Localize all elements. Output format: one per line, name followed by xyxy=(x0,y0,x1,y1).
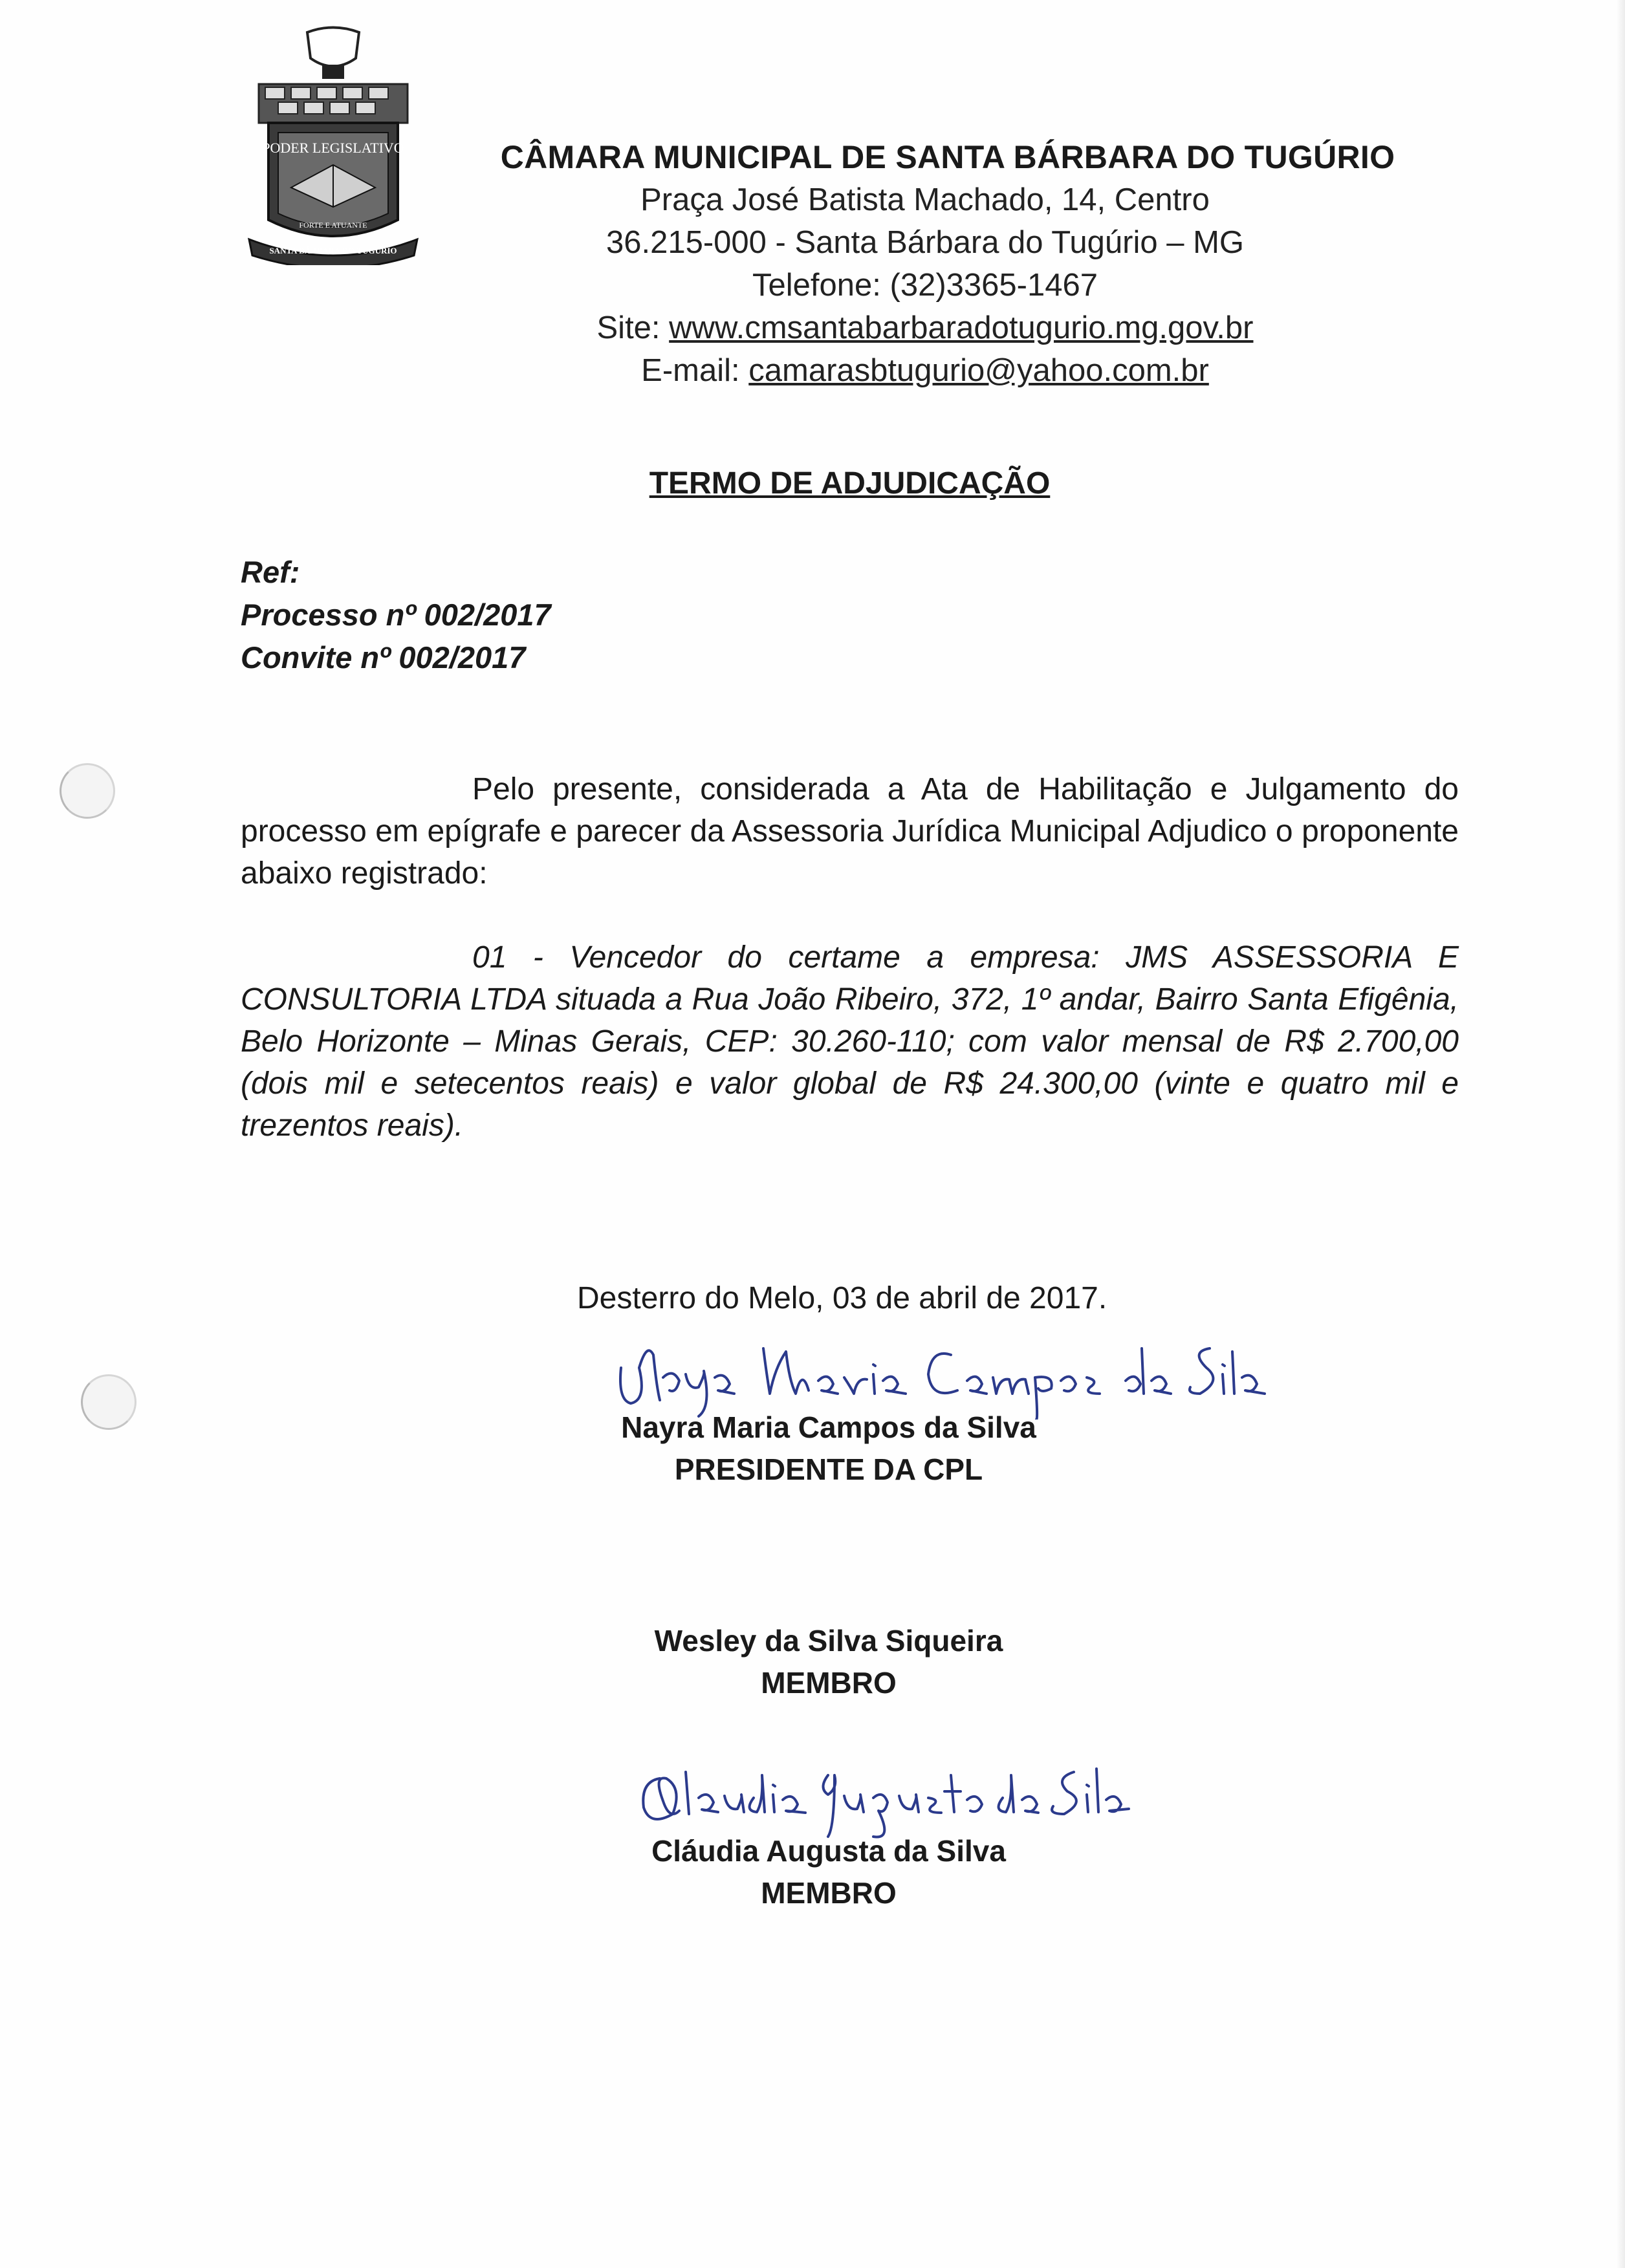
process-number: Processo nº 002/2017 xyxy=(241,598,551,632)
body-paragraph xyxy=(241,768,1459,894)
invite-number: Convite nº 002/2017 xyxy=(241,640,526,675)
handwritten-signature xyxy=(634,1749,1132,1843)
institution-name: CÂMARA MUNICIPAL DE SANTA BÁRBARA DO TUGÚRIO xyxy=(500,139,1395,175)
signatory-role: PRESIDENTE DA CPL xyxy=(674,1453,983,1486)
site-label: Site: xyxy=(596,310,670,345)
site-line xyxy=(453,307,1397,349)
reference-block xyxy=(241,551,551,679)
award-paragraph xyxy=(241,936,1459,1147)
signatory-role: MEMBRO xyxy=(761,1666,897,1700)
logo-text-top: PODER LEGISLATIVO xyxy=(262,140,404,156)
phone-line: Telefone: (32)3365-1467 xyxy=(752,268,1098,303)
punch-hole xyxy=(60,763,115,819)
signatory-name: Wesley da Silva Siqueira xyxy=(654,1624,1003,1658)
ref-label: Ref: xyxy=(241,555,300,589)
signatory-block xyxy=(0,1830,1625,1914)
paragraph-text: Pelo presente, considerada a Ata de Habilitação e Julgamento do processo em epígrafe e parecer da Assessoria Jurídica Municipal Adjudico o proponente abaixo registrado: xyxy=(241,772,1459,891)
signatory-block xyxy=(0,1620,1625,1704)
signatory-block xyxy=(0,1407,1625,1491)
signatory-name: Nayra Maria Campos da Silva xyxy=(621,1410,1036,1444)
address-line: Praça José Batista Machado, 14, Centro xyxy=(640,182,1210,217)
email-link[interactable]: camarasbtugurio@yahoo.com.br xyxy=(748,353,1209,388)
document-title: TERMO DE ADJUDICAÇÃO xyxy=(649,466,1051,501)
paragraph-text: 01 - Vencedor do certame a empresa: JMS ASSESSORIA E CONSULTORIA LTDA situada a Rua João Ribeiro, 372, 1º andar, Bairro Santa Efigênia, Belo Horizonte – Minas Gerais, CEP: 30.260-110; com valor mensal de R$ 2.700,00 (dois mil e setecentos reais) e valor global de R$ 24.300,00 (vinte e quatro mil e trezentos reais). xyxy=(241,940,1459,1143)
site-link[interactable]: www.cmsantabarbaradotugurio.mg.gov.br xyxy=(669,310,1254,345)
date-line: Desterro do Melo, 03 de abril de 2017. xyxy=(577,1281,1107,1315)
coat-of-arms-logo xyxy=(246,26,420,265)
city-line: 36.215-000 - Santa Bárbara do Tugúrio – MG xyxy=(605,225,1245,260)
page-edge-shadow xyxy=(1616,0,1625,2268)
logo-text-motto: FORTE E ATUANTE xyxy=(299,221,367,230)
email-line xyxy=(453,349,1397,392)
signatory-role: MEMBRO xyxy=(761,1876,897,1910)
email-label: E-mail: xyxy=(641,353,749,388)
letterhead xyxy=(453,136,1397,392)
logo-text-bottom: SANTA BÁRBARA DO TUGÚRIO xyxy=(269,246,397,255)
handwritten-signature xyxy=(608,1329,1268,1420)
signatory-name: Cláudia Augusta da Silva xyxy=(651,1834,1006,1868)
